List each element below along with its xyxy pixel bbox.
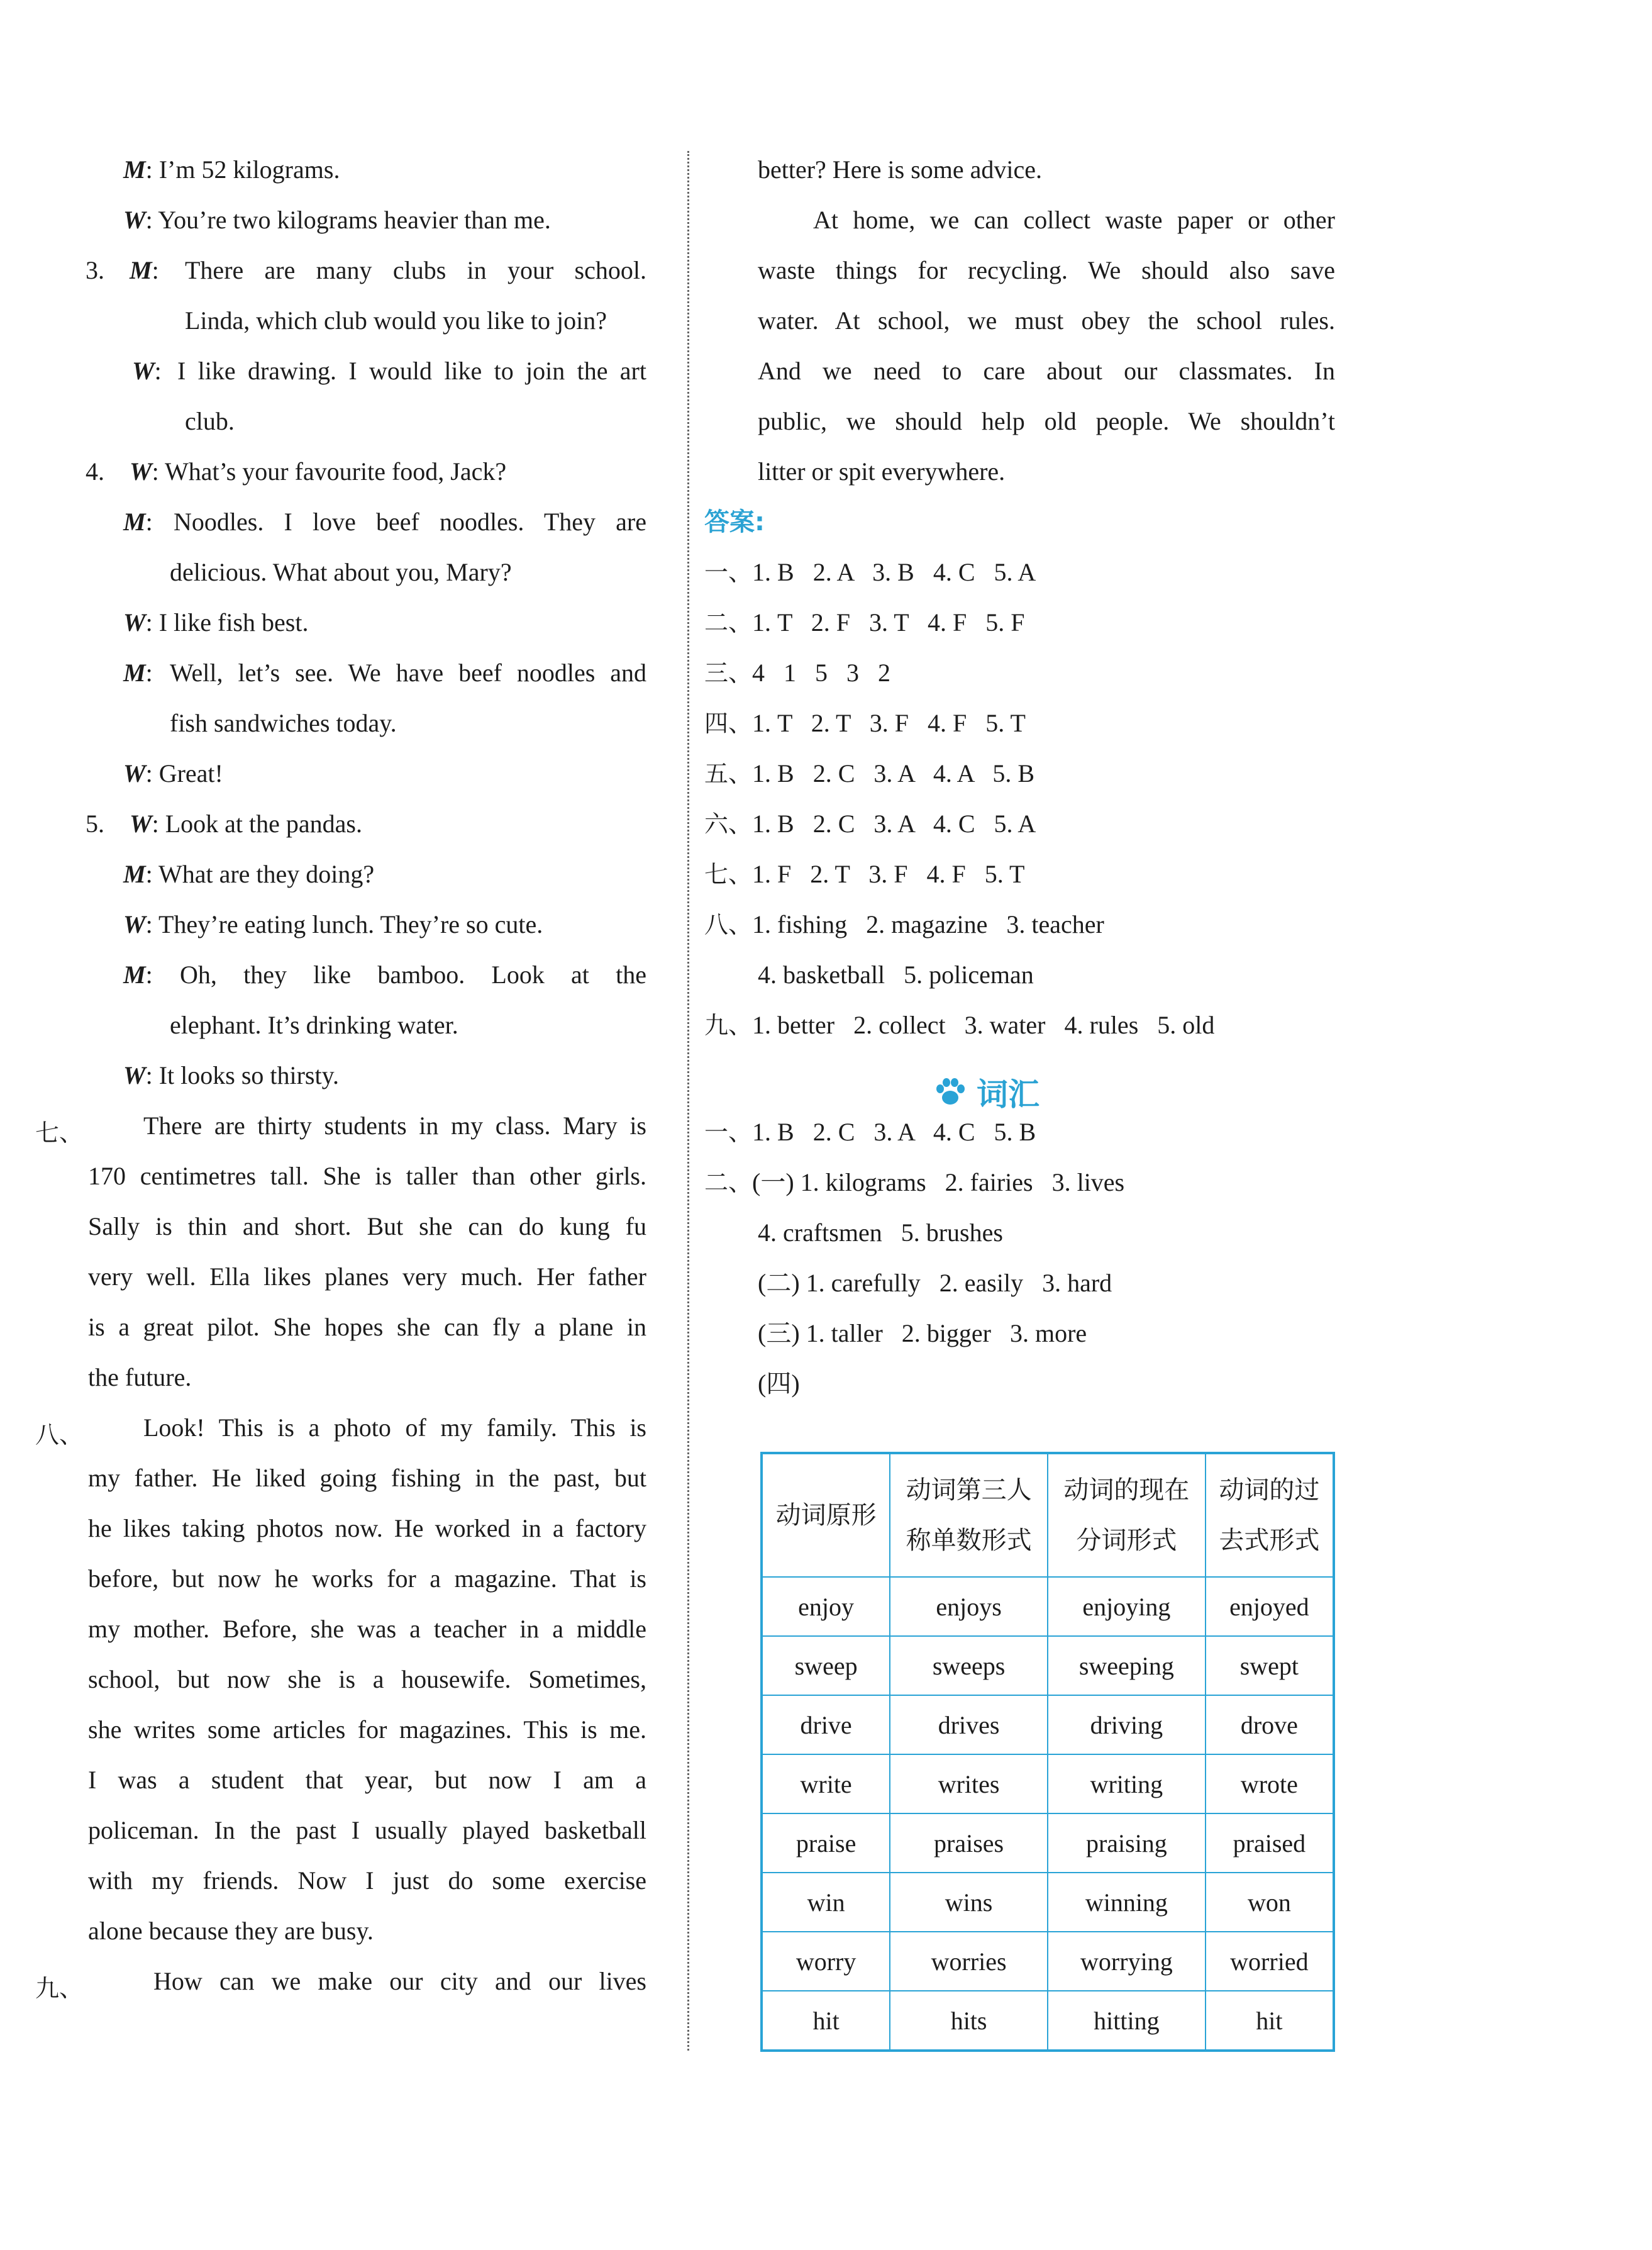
answer-row (704, 809, 1036, 839)
dialog-text: Oh, they like bamboo. Look at the (180, 961, 646, 989)
paw-icon (934, 1076, 967, 1109)
table-row (762, 1636, 1334, 1695)
header-text: 动词原形 (775, 1501, 877, 1530)
answer-row (704, 557, 1036, 588)
dialog-text: Look at the pandas. (165, 810, 362, 838)
answer-text: (一) 1. kilograms 2. fairies 3. lives (752, 1168, 1125, 1196)
answer-text: 4. craftsmen 5. brushes (758, 1218, 1003, 1247)
table-row (762, 1695, 1334, 1754)
header-text: 去式形式 (1219, 1526, 1320, 1555)
table-row (762, 1813, 1334, 1873)
answer-row (704, 759, 1034, 789)
dialog-text: Linda, which club would you like to join? (185, 306, 607, 335)
passage-line: And we need to care about our classmates. In (758, 357, 1335, 385)
dialog-text: I’m 52 kilograms. (158, 155, 340, 184)
question-5: 5. W: Look at the pandas. (86, 810, 362, 838)
answer-row (704, 608, 1024, 638)
table-cell: enjoys (890, 1577, 1048, 1636)
dialog-text: Great! (158, 759, 223, 788)
table-cell: wins (890, 1873, 1048, 1932)
speaker-label: W (123, 608, 146, 637)
passage-line: with my friends. Now I just do some exercise (88, 1866, 646, 1895)
speaker-label: M (130, 256, 152, 284)
passage-line: water. At school, we must obey the school rules. (758, 306, 1335, 335)
passage-line: alone because they are busy. (88, 1917, 374, 1945)
table-cell: sweep (762, 1636, 890, 1695)
dialog-line: M: I’m 52 kilograms. (123, 155, 340, 184)
table-header-row (762, 1453, 1334, 1577)
table-row (762, 1932, 1334, 1991)
answer-row (704, 1167, 1124, 1198)
answer-text: 4 1 5 3 2 (752, 659, 891, 687)
table-cell: worried (1206, 1932, 1334, 1991)
speaker-label: M (123, 659, 146, 687)
table-row (762, 1754, 1334, 1813)
passage-line: Sally is thin and short. But she can do kung fu (88, 1212, 646, 1240)
table-cell: drive (762, 1695, 890, 1754)
section-label: 二、 (704, 609, 753, 637)
table-cell: worries (890, 1932, 1048, 1991)
answer-row (704, 708, 1026, 738)
answer-text: 1. fishing 2. magazine 3. teacher (752, 910, 1104, 938)
vocab-heading (934, 1069, 1039, 1115)
table-cell: drove (1206, 1695, 1334, 1754)
dialog-line: M: Noodles. I love beef noodles. They are (123, 508, 646, 536)
dialog-text: Well, let’s see. We have beef noodles and (170, 659, 646, 687)
passage-line: better? Here is some advice. (758, 155, 1043, 184)
speaker-label: M (123, 155, 146, 184)
answer-row (704, 658, 890, 688)
answer-text: 1. B 2. A 3. B 4. C 5. A (752, 558, 1036, 586)
dialog-line: W: They’re eating lunch. They’re so cute. (123, 910, 543, 938)
answer-text: 4. basketball 5. policeman (758, 961, 1034, 989)
dialog-line: M: Oh, they like bamboo. Look at the (123, 961, 646, 989)
table-cell: write (762, 1754, 890, 1813)
passage-line: very well. Ella likes planes very much. Her father (88, 1262, 646, 1291)
speaker-label: M (123, 860, 146, 888)
table-cell: worry (762, 1932, 890, 1991)
passage-line: my mother. Before, she was a teacher in a middle (88, 1615, 646, 1643)
section-label: 一、 (704, 559, 753, 586)
passage-line: the future. (88, 1363, 192, 1391)
question-number: 4. (86, 457, 104, 486)
passage-line: There are thirty students in my class. Mary is (143, 1111, 646, 1140)
header-text: 分词形式 (1076, 1526, 1177, 1555)
answer-text: 1. B 2. C 3. A 4. C 5. B (752, 1118, 1036, 1146)
table-row (762, 1577, 1334, 1636)
passage-line: she writes some articles for magazines. This is me. (88, 1715, 646, 1744)
section-label: 八、 (35, 1421, 84, 1449)
passage-line: At home, we can collect waste paper or other (813, 206, 1335, 234)
table-cell: swept (1206, 1636, 1334, 1695)
header-text: 动词第三人 (906, 1476, 1032, 1505)
passage-line: Look! This is a photo of my family. This is (143, 1413, 646, 1442)
passage-line: is a great pilot. She hopes she can fly a plane in (88, 1313, 646, 1341)
answer-text: 1. B 2. C 3. A 4. C 5. A (752, 810, 1036, 838)
passage-line: How can we make our city and our lives (153, 1967, 646, 1995)
header-text: 称单数形式 (906, 1526, 1032, 1555)
answer-row (704, 859, 1024, 889)
column-divider (687, 151, 689, 2051)
dialog-line: M: What are they doing? (123, 860, 375, 888)
question-number: 3. (86, 256, 104, 284)
passage-line: school, but now she is a housewife. Sometimes, (88, 1665, 646, 1693)
answer-text: 1. better 2. collect 3. water 4. rules 5. old (752, 1011, 1215, 1039)
answer-text: (二) 1. carefully 2. easily 3. hard (758, 1269, 1112, 1297)
speaker-label: M (123, 961, 146, 989)
table-cell: hitting (1048, 1991, 1206, 2051)
speaker-label: W (123, 206, 146, 234)
dialog-line: M: Well, let’s see. We have beef noodles and (123, 659, 646, 687)
table-cell: praised (1206, 1813, 1334, 1873)
table-cell: winning (1048, 1873, 1206, 1932)
dialog-text: delicious. What about you, Mary? (170, 558, 512, 586)
section-label: 九、 (35, 1974, 84, 2002)
section-label: 六、 (704, 810, 753, 838)
question-4: 4. W: What’s your favourite food, Jack? (86, 457, 507, 486)
table-cell: praise (762, 1813, 890, 1873)
dialog-text: It looks so thirsty. (158, 1061, 340, 1089)
dialog-text: What’s your favourite food, Jack? (164, 457, 507, 486)
speaker-label: W (130, 810, 152, 838)
table-cell: sweeps (890, 1636, 1048, 1695)
speaker-label: W (123, 910, 146, 938)
table-header-cell (1206, 1453, 1334, 1577)
dialog-text: elephant. It’s drinking water. (170, 1011, 458, 1039)
dialog-text: What are they doing? (158, 860, 375, 888)
passage-line: my father. He liked going fishing in the past, but (88, 1464, 646, 1492)
section-label: 七、 (35, 1119, 84, 1147)
dialog-text: You’re two kilograms heavier than me. (158, 206, 551, 234)
dialog-line: W: You’re two kilograms heavier than me. (123, 206, 551, 234)
section-label: 三、 (704, 659, 753, 687)
answer-text: (三) 1. taller 2. bigger 3. more (758, 1319, 1087, 1347)
section-label: 八、 (704, 911, 753, 938)
question-number: 5. (86, 810, 104, 838)
table-cell: driving (1048, 1695, 1206, 1754)
dialog-line: W: I like drawing. I would like to join the art (132, 357, 646, 385)
table-cell: writes (890, 1754, 1048, 1813)
table-cell: hit (1206, 1991, 1334, 2051)
speaker-label: W (130, 457, 152, 486)
table-cell: enjoying (1048, 1577, 1206, 1636)
dialog-line: W: It looks so thirsty. (123, 1061, 340, 1089)
table-cell: drives (890, 1695, 1048, 1754)
dialog-text: Noodles. I love beef noodles. They are (174, 508, 646, 536)
speaker-label: W (123, 759, 146, 788)
section-label: 五、 (704, 760, 753, 788)
answer-text: 1. B 2. C 3. A 4. A 5. B (752, 759, 1034, 788)
table-header-cell (762, 1453, 890, 1577)
vocab-title-text: 词汇 (977, 1076, 1039, 1113)
answer-text: 1. F 2. T 3. F 4. F 5. T (752, 860, 1025, 888)
answer-text: (四) (758, 1369, 800, 1398)
passage-line: public, we should help old people. We shouldn’t (758, 407, 1335, 435)
table-cell: praises (890, 1813, 1048, 1873)
question-3: 3. M: There are many clubs in your school. (86, 256, 646, 284)
answer-text: 1. T 2. T 3. F 4. F 5. T (752, 709, 1026, 737)
passage-line: policeman. In the past I usually played basketball (88, 1816, 646, 1844)
table-cell: writing (1048, 1754, 1206, 1813)
section-label: 七、 (704, 860, 753, 888)
passage-line: before, but now he works for a magazine. That is (88, 1564, 646, 1593)
passage-line: he likes taking photos now. He worked in a factory (88, 1514, 646, 1542)
section-label: 九、 (704, 1011, 753, 1039)
table-cell: won (1206, 1873, 1334, 1932)
table-cell: enjoy (762, 1577, 890, 1636)
speaker-label: W (123, 1061, 146, 1089)
speaker-label: M (123, 508, 146, 536)
dialog-text: I like fish best. (158, 608, 309, 637)
header-text: 动词的过 (1219, 1476, 1320, 1505)
dialog-text: I like drawing. I would like to join the art (177, 357, 646, 385)
answers-heading: 答案: (704, 508, 765, 537)
speaker-label: W (132, 357, 155, 385)
left-column (0, 0, 667, 2250)
table-cell: win (762, 1873, 890, 1932)
passage-line: litter or spit everywhere. (758, 457, 1006, 486)
section-label: 一、 (704, 1118, 753, 1146)
dialog-line: W: Great! (123, 759, 223, 788)
table-header-cell (1048, 1453, 1206, 1577)
table-row (762, 1991, 1334, 2051)
header-text: 动词的现在 (1063, 1476, 1190, 1505)
table-cell: enjoyed (1206, 1577, 1334, 1636)
answer-row (704, 1010, 1214, 1040)
dialog-text: club. (185, 407, 235, 435)
table-cell: sweeping (1048, 1636, 1206, 1695)
dialog-text: fish sandwiches today. (170, 709, 397, 737)
table-row (762, 1873, 1334, 1932)
passage-line: 170 centimetres tall. She is taller than other girls. (88, 1162, 646, 1190)
table-cell: praising (1048, 1813, 1206, 1873)
table-header-cell (890, 1453, 1048, 1577)
table-cell: worrying (1048, 1932, 1206, 1991)
table-cell: wrote (1206, 1754, 1334, 1813)
verb-forms-table (760, 1452, 1335, 2052)
answer-text: 1. T 2. F 3. T 4. F 5. F (752, 608, 1025, 637)
table-cell: hits (890, 1991, 1048, 2051)
answer-row (704, 1117, 1036, 1147)
passage-line: I was a student that year, but now I am a (88, 1766, 646, 1794)
table-cell: hit (762, 1991, 890, 2051)
dialog-text: There are many clubs in your school. (185, 256, 646, 284)
dialog-text: They’re eating lunch. They’re so cute. (158, 910, 543, 938)
dialog-line: W: I like fish best. (123, 608, 309, 637)
section-label: 二、 (704, 1169, 753, 1196)
section-label: 四、 (704, 710, 753, 737)
passage-line: waste things for recycling. We should also save (758, 256, 1335, 284)
answer-row (704, 910, 1104, 940)
